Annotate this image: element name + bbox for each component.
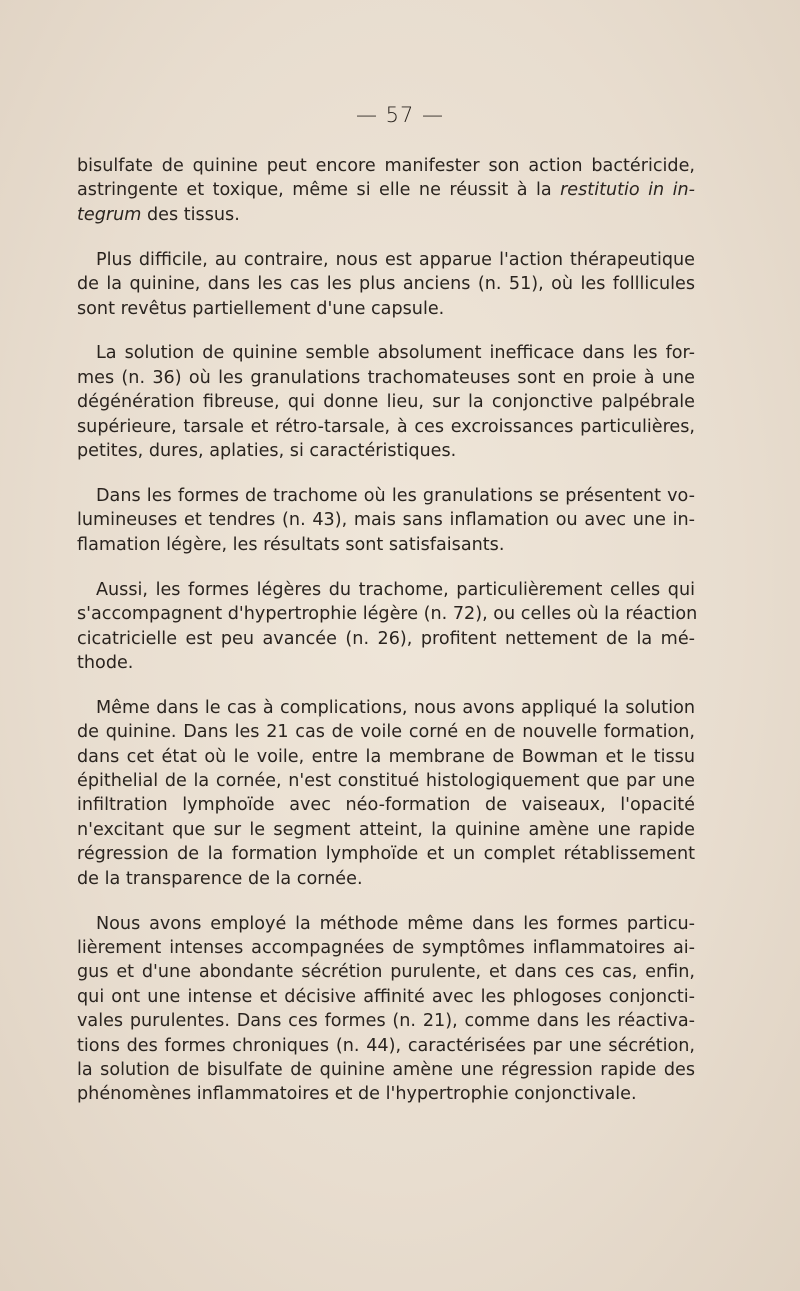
- text-line: Nous avons employé la méthode même dans les formes particu-: [96, 913, 695, 934]
- paragraph-6: [77, 696, 695, 891]
- text-line: petites, dures, aplaties, si caractéristiques.: [77, 441, 457, 462]
- text-line: de la transparence de la cornée.: [77, 868, 363, 889]
- text-line: tegrum des tissus.: [77, 204, 240, 225]
- paragraph-4: [77, 484, 695, 557]
- text-line: flamation légère, les résultats sont satisfaisants.: [77, 534, 505, 555]
- text-line: mes (n. 36) où les granulations trachomateuses sont en proie à une: [77, 367, 695, 388]
- text-line: de la quinine, dans les cas les plus anciens (n. 51), où les folllicules: [77, 274, 695, 295]
- text-line: La solution de quinine semble absolument inefficace dans les for-: [96, 343, 695, 364]
- text-line: thode.: [77, 652, 134, 673]
- text-line: s'accompagnent d'hypertrophie légère (n. 72), ou celles où la réaction: [77, 604, 698, 625]
- text-line: sont revêtus partiellement d'une capsule.: [77, 298, 445, 319]
- text-line: cicatricielle est peu avancée (n. 26), profitent nettement de la mé-: [77, 628, 695, 649]
- text-line: supérieure, tarsale et rétro-tarsale, à ces excroissances particulières,: [77, 416, 695, 437]
- text-line: épithelial de la cornée, n'est constitué histologiquement que par une: [77, 771, 695, 792]
- text-line: Même dans le cas à complications, nous avons appliqué la solution: [96, 697, 695, 718]
- page-number: — 57 —: [355, 103, 445, 127]
- text-line: la solution de bisulfate de quinine amène une régression rapide des: [77, 1060, 695, 1080]
- text-line: infiltration lymphoïde avec néo-formation de vaiseaux, l'opacité: [77, 795, 695, 816]
- text-line: n'excitant que sur le segment atteint, la quinine amène une rapide: [77, 819, 695, 840]
- paragraph-7: [77, 912, 695, 1107]
- paragraph-5: [77, 578, 698, 676]
- text-line: astringente et toxique, même si elle ne réussit à la restitutio in in-: [77, 180, 696, 201]
- body-text: [77, 154, 698, 1107]
- italic-phrase: tegrum: [77, 204, 142, 225]
- paragraph-3: [77, 341, 695, 463]
- text-line: phénomènes inflammatoires et de l'hypertrophie conjonctivale.: [77, 1084, 637, 1105]
- text-line: Plus difficile, au contraire, nous est apparue l'action thérapeutique: [96, 249, 695, 270]
- text-line: lumineuses et tendres (n. 43), mais sans inflamation ou avec une in-: [77, 510, 695, 531]
- text-line: régression de la formation lymphoïde et un complet rétablissement: [77, 844, 695, 865]
- text-line: tions des formes chroniques (n. 44), caractérisées par une sécrétion,: [77, 1035, 695, 1056]
- text-line: lièrement intenses accompagnées de symptômes inflammatoires ai-: [77, 937, 695, 958]
- text-line: qui ont une intense et décisive affinité avec les phlogoses conjoncti-: [77, 986, 695, 1007]
- text-line: de quinine. Dans les 21 cas de voile corné en de nouvelle formation,: [77, 722, 695, 743]
- text-line: gus et d'une abondante sécrétion purulente, et dans ces cas, enfin,: [77, 962, 695, 983]
- text-line: vales purulentes. Dans ces formes (n. 21), comme dans les réactiva-: [77, 1011, 695, 1032]
- paragraph-1: [77, 154, 695, 227]
- text-line: Dans les formes de trachome où les granulations se présentent vo-: [96, 485, 695, 506]
- italic-phrase: restitutio in in-: [560, 180, 696, 201]
- text-line: dégénération fibreuse, qui donne lieu, sur la conjonctive palpébrale: [77, 392, 695, 413]
- text-line: bisulfate de quinine peut encore manifester son action bactéricide,: [77, 156, 695, 176]
- text-line: dans cet état où le voile, entre la membrane de Bowman et le tissu: [77, 746, 695, 767]
- paragraph-2: [77, 248, 695, 321]
- text-line: Aussi, les formes légères du trachome, particulièrement celles qui: [96, 579, 695, 600]
